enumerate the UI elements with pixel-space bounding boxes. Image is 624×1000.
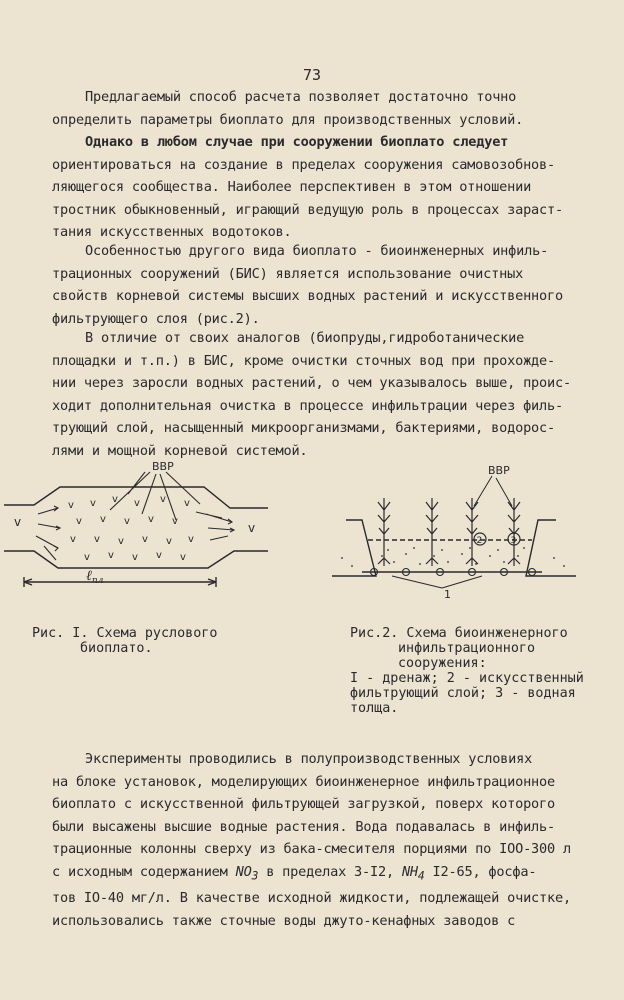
text-line: биоплато с искусственной фильтрующей загрузкой, поверх которого [52, 796, 556, 813]
text-line: тростник обыкновенный, играющий ведущую роль в процессах зараст- [52, 201, 563, 218]
svg-text:v: v [148, 514, 154, 525]
svg-text:v: v [172, 516, 178, 527]
svg-text:v: v [160, 494, 166, 505]
text-line: трационных сооружений (БИС) является использование очистных [52, 265, 524, 282]
svg-text:v: v [184, 498, 190, 509]
svg-text:v: v [166, 536, 172, 547]
text-line: с исходным содержанием $NO_3$ в пределах 3-I2, $NH_4$ I2-65, фосфа- [52, 863, 537, 883]
text-line: трующий слой, насыщенный микроорганизмами, бактериями, водорос- [52, 420, 556, 437]
svg-text:v: v [124, 516, 130, 527]
plants [378, 476, 520, 566]
svg-text:v: v [90, 498, 96, 509]
figure-1-caption [32, 626, 217, 656]
figure-1-channel-bioplato [0, 462, 300, 602]
svg-text:v: v [248, 521, 256, 535]
figure-2-drain-label: 1 [444, 588, 451, 601]
svg-text:v: v [14, 515, 22, 529]
text-line: Эксперименты проводились в полупроизводственных условиях [85, 751, 533, 767]
figure-2-filter-label: 2 [476, 536, 483, 546]
caption-line: биоплато. [80, 641, 153, 656]
text-line: на блоке установок, моделирующих биоинженерное инфильтрационное [52, 773, 556, 790]
svg-text:v: v [76, 516, 82, 527]
no3-formula: $NO_3$ [235, 863, 259, 883]
text-line: определить параметры биоплато для производственных условий. [52, 111, 524, 128]
caption-line: I - дренаж; 2 - искусственный [350, 671, 584, 686]
text-line: свойств корневой системы высших водных растений и искусственного [52, 288, 563, 305]
text-line: ляющегося сообщества. Наиболее перспективен в этом отношении [52, 179, 532, 196]
svg-text:v: v [118, 536, 124, 547]
text-line: Особенностью другого вида биоплато - биоинженерных инфиль- [85, 243, 549, 259]
figure-2-water-label: 3 [510, 536, 517, 546]
drain-pointer [392, 576, 482, 588]
text-line: трационные колонны сверху из бака-смесителя порциями по IOO-300 л [52, 841, 571, 858]
text-line: нии через заросли водных растений, о чем указывалось выше, проис- [52, 375, 571, 392]
text-line: ходит дополнительная очистка в процессе инфильтрации через филь- [52, 397, 563, 414]
svg-text:v: v [108, 550, 114, 561]
right-embankment [526, 520, 576, 576]
left-embankment [332, 520, 376, 576]
figure-2-vvr-label: ВВР [488, 464, 510, 477]
text-line: Однако в любом случае при сооружении биоплато следует [85, 134, 509, 150]
paragraph-5 [52, 748, 592, 932]
paragraph-4 [52, 327, 592, 463]
paragraph-2 [52, 131, 592, 244]
paragraph-1 [52, 86, 592, 131]
nh4-formula: $NH_4$ [401, 863, 425, 883]
text-line: фильтрующего слоя (рис.2). [52, 310, 260, 327]
svg-text:v: v [68, 500, 74, 511]
paragraph-3 [52, 240, 592, 330]
svg-text:v: v [134, 498, 140, 509]
svg-text:v: v [70, 534, 76, 545]
figure-1-vvr-label: ВВР [152, 462, 174, 473]
svg-text:v: v [100, 514, 106, 525]
svg-text:v: v [112, 494, 118, 505]
text-line: использовались также сточные воды джуто-кенафных заводов с [52, 912, 516, 929]
text-line: площадки и т.п.) в БИС, кроме очистки сточных вод при прохожде- [52, 352, 556, 369]
figure-2-caption [350, 626, 584, 716]
caption-line: сооружения: [398, 656, 487, 671]
caption-line: Рис.2. Схема биоинженерного [350, 626, 568, 641]
text-line: тов IO-40 мг/л. В качестве исходной жидкости, подлежащей очистке, [52, 890, 571, 907]
page-number: 73 [302, 66, 322, 84]
svg-text:v: v [132, 552, 138, 563]
vvr-pointer-lines [110, 472, 200, 520]
text-line: ориентироваться на создание в пределах сооружения самовозобнов- [52, 156, 556, 173]
svg-text:v: v [180, 552, 186, 563]
text-line: лями и мощной корневой системой. [52, 442, 308, 459]
svg-text:v: v [156, 550, 162, 561]
svg-text:v: v [94, 534, 100, 545]
svg-text:v: v [142, 534, 148, 545]
caption-line: фильтрующий слой; 3 - водная [350, 686, 576, 701]
caption-line: инфильтрационного [398, 641, 536, 656]
svg-text:v: v [188, 534, 194, 545]
text-line: В отличие от своих аналогов (биопруды,гидроботанические [85, 330, 525, 346]
caption-line: толща. [350, 701, 399, 716]
figure-2-bis-scheme [332, 462, 588, 612]
text-line: тания искусственных водотоков. [52, 224, 292, 241]
text-line: были высажены высшие водные растения. Вода подавалась в инфиль- [52, 818, 556, 835]
svg-text:v: v [84, 552, 90, 563]
figure-1-length-label: ℓ$_{пл}$ [86, 568, 104, 586]
caption-line: Рис. I. Схема руслового [32, 626, 218, 641]
text-line: Предлагаемый способ расчета позволяет достаточно точно [85, 89, 517, 105]
